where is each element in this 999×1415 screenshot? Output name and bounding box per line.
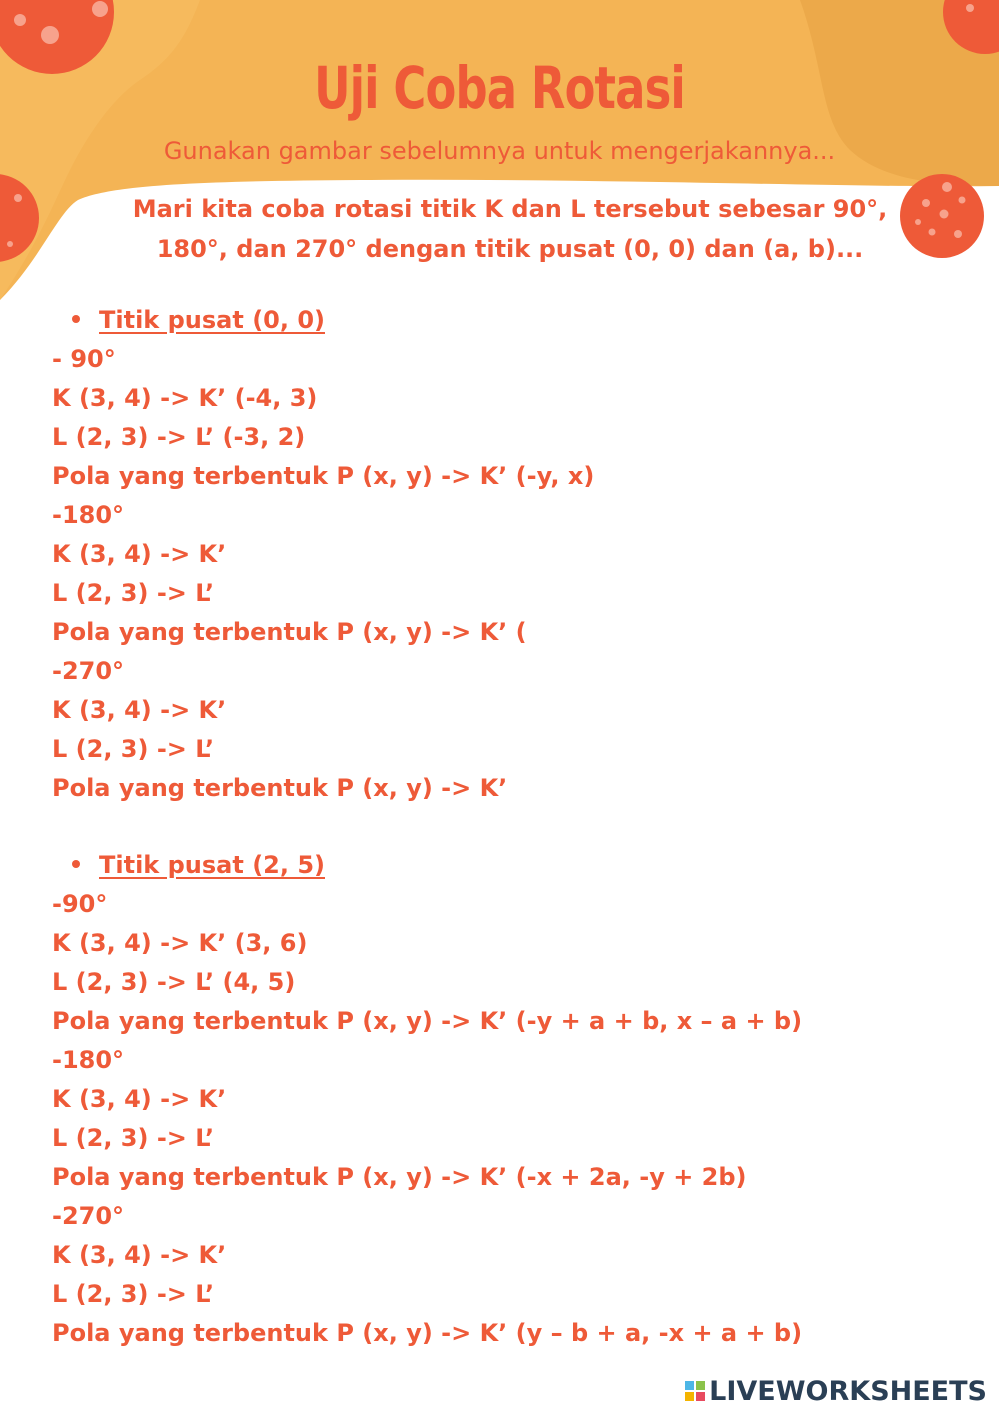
worksheet-line: L (2, 3) -> L’ bbox=[52, 579, 215, 607]
intro-line: Mari kita coba rotasi titik K dan L tersebut sebesar 90°, bbox=[132, 195, 888, 223]
logo-grid-icon bbox=[685, 1381, 705, 1401]
worksheet-line: L (2, 3) -> L’ (-3, 2) bbox=[52, 423, 306, 451]
worksheet-line: L (2, 3) -> L’ (4, 5) bbox=[52, 968, 296, 996]
worksheet-line: L (2, 3) -> L’ bbox=[52, 1280, 215, 1308]
worksheet-line: K (3, 4) -> K’ (3, 6) bbox=[52, 929, 308, 957]
worksheet-line: Pola yang terbentuk P (x, y) -> K’ ( bbox=[52, 618, 527, 646]
worksheet-line: -90° bbox=[52, 890, 108, 918]
worksheet-line: -270° bbox=[52, 657, 125, 685]
page-title: Uji Coba Rotasi bbox=[314, 54, 685, 122]
worksheet-line: Pola yang terbentuk P (x, y) -> K’ (y – b + a, -x + a + b) bbox=[52, 1319, 803, 1347]
section-gap bbox=[52, 808, 952, 846]
worksheet-line: K (3, 4) -> K’ (-4, 3) bbox=[52, 384, 318, 412]
worksheet-line: L (2, 3) -> L’ bbox=[52, 1124, 215, 1152]
section-heading: Titik pusat (2, 5) bbox=[52, 846, 952, 885]
worksheet-line: - 90° bbox=[52, 345, 116, 373]
worksheet-line: -180° bbox=[52, 1046, 125, 1074]
worksheet-line: K (3, 4) -> K’ bbox=[52, 1241, 227, 1269]
section-heading: Titik pusat (0, 0) bbox=[52, 301, 952, 340]
worksheet-line: -270° bbox=[52, 1202, 125, 1230]
worksheet-line: K (3, 4) -> K’ bbox=[52, 696, 227, 724]
section-custom-center bbox=[52, 846, 952, 1353]
worksheet-line: Pola yang terbentuk P (x, y) -> K’ bbox=[52, 774, 508, 802]
liveworksheets-logo[interactable] bbox=[685, 1375, 987, 1407]
worksheet-line: K (3, 4) -> K’ bbox=[52, 540, 227, 568]
bullet-icon bbox=[72, 860, 80, 868]
pepperoni-icon-right bbox=[900, 174, 984, 258]
intro-text bbox=[110, 189, 910, 269]
worksheet-line: K (3, 4) -> K’ bbox=[52, 1085, 227, 1113]
worksheet-line: Pola yang terbentuk P (x, y) -> K’ (-y + a + b, x – a + b) bbox=[52, 1007, 803, 1035]
worksheet-line: L (2, 3) -> L’ bbox=[52, 735, 215, 763]
worksheet-line: -180° bbox=[52, 501, 125, 529]
bullet-icon bbox=[72, 315, 80, 323]
worksheet-line: Pola yang terbentuk P (x, y) -> K’ (-y, x) bbox=[52, 462, 595, 490]
intro-line: 180°, dan 270° dengan titik pusat (0, 0) dan (a, b)... bbox=[156, 235, 864, 263]
section-center-origin bbox=[52, 301, 952, 808]
worksheet-line: Pola yang terbentuk P (x, y) -> K’ (-x + 2a, -y + 2b) bbox=[52, 1163, 747, 1191]
worksheet-body bbox=[52, 301, 952, 1353]
brand-name: LIVEWORKSHEETS bbox=[709, 1375, 987, 1407]
page-subtitle: Gunakan gambar sebelumnya untuk mengerjakannya... bbox=[163, 137, 836, 165]
